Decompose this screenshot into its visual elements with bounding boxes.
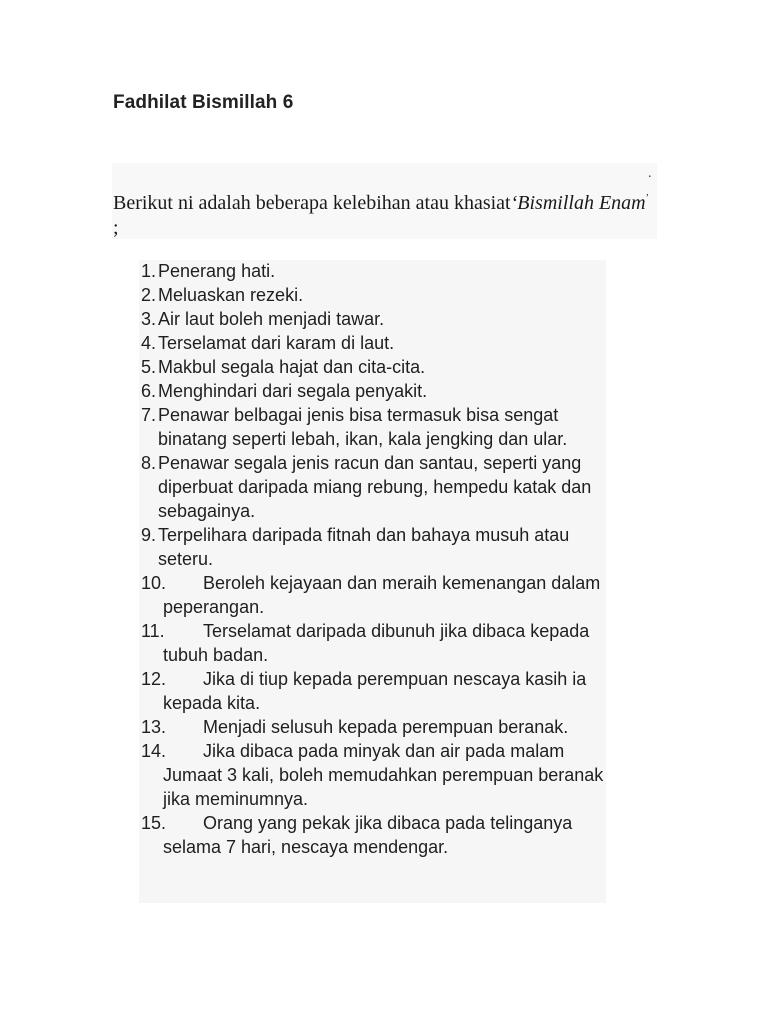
list-item <box>141 403 611 451</box>
list-item <box>141 715 611 739</box>
item-number: 10. <box>141 573 167 593</box>
item-text: Penawar belbagai jenis bisa termasuk bisa sengat binatang seperti lebah, ikan, kala jengking dan ular. <box>158 405 568 449</box>
item-number: 11. <box>141 621 165 641</box>
list-item <box>141 355 611 379</box>
list-item <box>141 739 611 811</box>
item-text: Beroleh kejayaan dan meraih kemenangan dalam peperangan. <box>163 573 601 617</box>
item-text: Menjadi selusuh kepada perempuan beranak. <box>203 717 569 737</box>
item-text: Penawar segala jenis racun dan santau, seperti yang diperbuat daripada miang rebung, hempedu katak dan sebagainya. <box>158 453 592 521</box>
item-number: 6. <box>141 381 157 401</box>
intro-paragraph <box>113 186 658 241</box>
item-number: 3. <box>141 309 157 329</box>
list-item <box>141 379 611 403</box>
item-text: Penerang hati. <box>158 261 276 281</box>
item-number: 15. <box>141 813 167 833</box>
item-text: Meluaskan rezeki. <box>158 285 304 305</box>
page-title: Fadhilat Bismillah 6 <box>113 92 294 113</box>
list-item <box>141 811 611 859</box>
item-number: 5. <box>141 357 157 377</box>
item-text: Menghindari dari segala penyakit. <box>158 381 428 401</box>
item-number: 9. <box>141 525 157 545</box>
item-number: 7. <box>141 405 157 425</box>
item-text: Makbul segala hajat dan cita-cita. <box>158 357 426 377</box>
intro-tick: ’ <box>645 193 649 204</box>
item-text: Jika di tiup kepada perempuan nescaya kasih ia kepada kita. <box>163 669 587 713</box>
item-text: Terselamat daripada dibunuh jika dibaca kepada tubuh badan. <box>163 621 590 665</box>
item-number: 4. <box>141 333 157 353</box>
intro-dot: . <box>648 166 652 181</box>
list-item <box>141 331 611 355</box>
item-text: Terpelihara daripada fitnah dan bahaya musuh atau seteru. <box>158 525 570 569</box>
item-number: 13. <box>141 717 167 737</box>
list-item <box>141 307 611 331</box>
item-text: Terselamat dari karam di laut. <box>158 333 395 353</box>
list-item <box>141 451 611 523</box>
intro-text: Berikut ni adalah beberapa kelebihan atau khasiat <box>113 192 511 214</box>
intro-after: ; <box>113 217 119 239</box>
item-number: 2. <box>141 285 157 305</box>
list-item <box>141 571 611 619</box>
item-number: 14. <box>141 741 167 761</box>
item-text: Air laut boleh menjadi tawar. <box>158 309 385 329</box>
list-item <box>141 619 611 667</box>
list-item <box>141 259 611 283</box>
item-number: 8. <box>141 453 157 473</box>
item-text: Jika dibaca pada minyak dan air pada malam Jumaat 3 kali, boleh memudahkan perempuan beranak jika meminumnya. <box>163 741 604 809</box>
list-item <box>141 667 611 715</box>
item-number: 1. <box>141 261 157 281</box>
benefits-list <box>141 259 611 859</box>
item-text: Orang yang pekak jika dibaca pada telinganya selama 7 hari, nescaya mendengar. <box>163 813 573 857</box>
intro-emphasis: ‘Bismillah Enam <box>510 192 646 214</box>
list-item <box>141 523 611 571</box>
item-number: 12. <box>141 669 167 689</box>
list-item <box>141 283 611 307</box>
